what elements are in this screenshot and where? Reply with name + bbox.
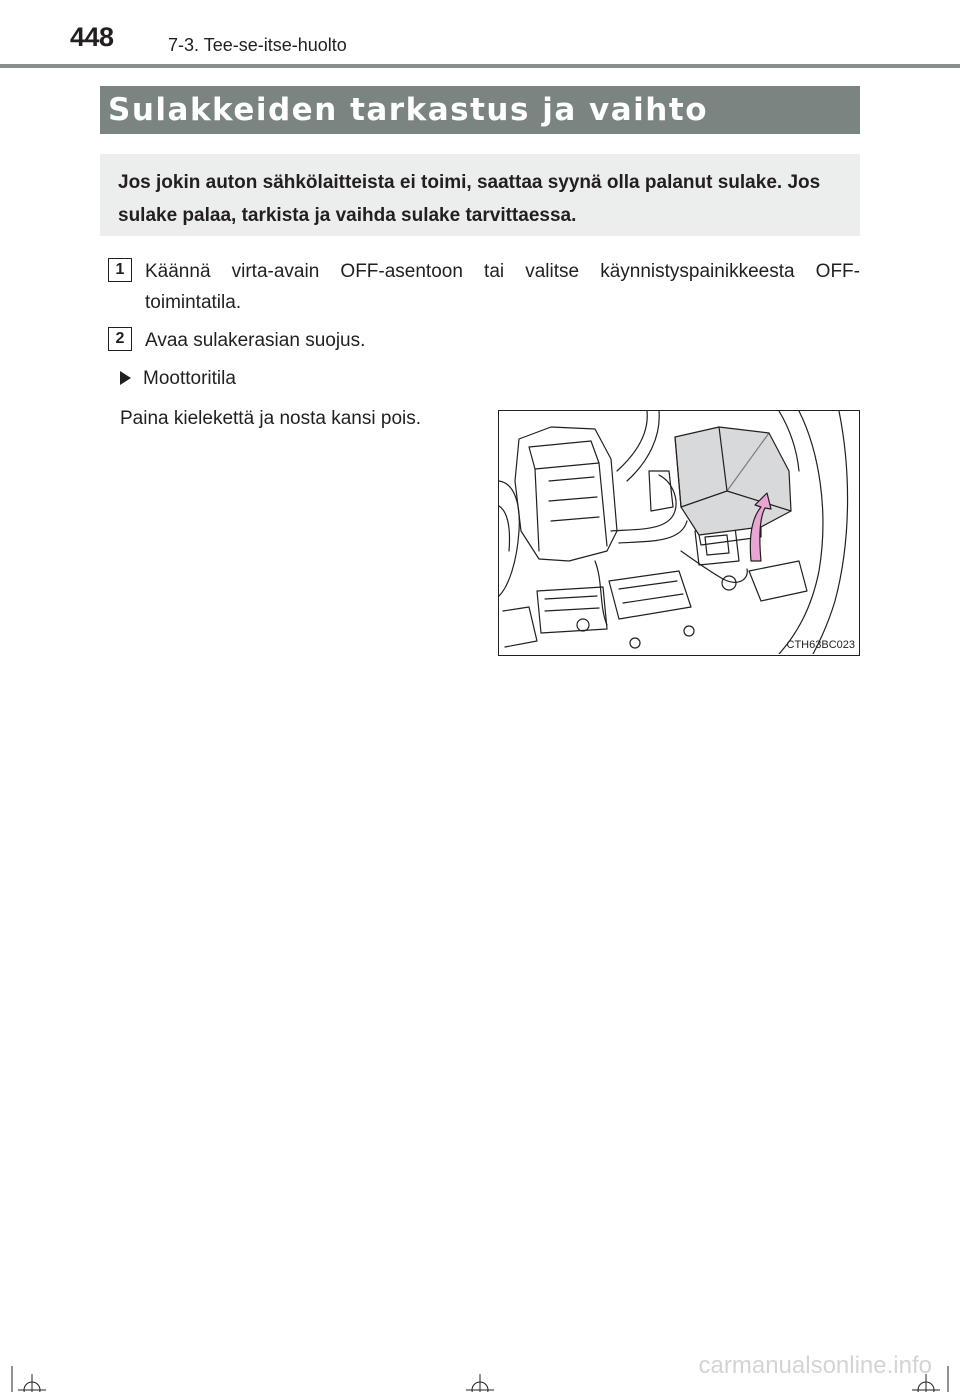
figure-code: CTH63BC023 [786,639,855,651]
step-text: Avaa sulakerasian suojus. [145,330,366,351]
page-number: 448 [70,22,114,52]
page-title: Sulakkeiden tarkastus ja vaihto [108,92,708,128]
step-2 [108,325,860,357]
title-bar [100,86,860,134]
engine-bay-figure [498,410,860,656]
header-rule [0,64,960,68]
registration-mark-center [466,1374,494,1392]
registration-mark-left [18,1374,46,1392]
subsection-heading [120,365,236,393]
triangle-bullet-icon [120,371,131,385]
subsection-body: Paina kielekettä ja nosta kansi pois. [120,408,422,429]
step-number: 1 [108,258,132,282]
watermark: carmanualsonline.info [698,1352,932,1379]
section-reference: 7-3. Tee-se-itse-huolto [168,35,347,55]
step-text: Käännä virta-avain OFF-asentoon tai valitse käynnistyspainikkeesta OFF-toimintatila. [145,261,860,313]
engine-bay-fuse-box-illustration [499,411,858,654]
step-number: 2 [108,327,132,351]
intro-box: Jos jokin auton sähkölaitteista ei toimi, saattaa syynä olla palanut sulake. Jos sulake palaa, tarkista ja vaihda sulake tarvittaessa. [100,154,860,236]
subsection-heading-text: Moottoritila [143,368,236,389]
step-1 [108,256,860,320]
